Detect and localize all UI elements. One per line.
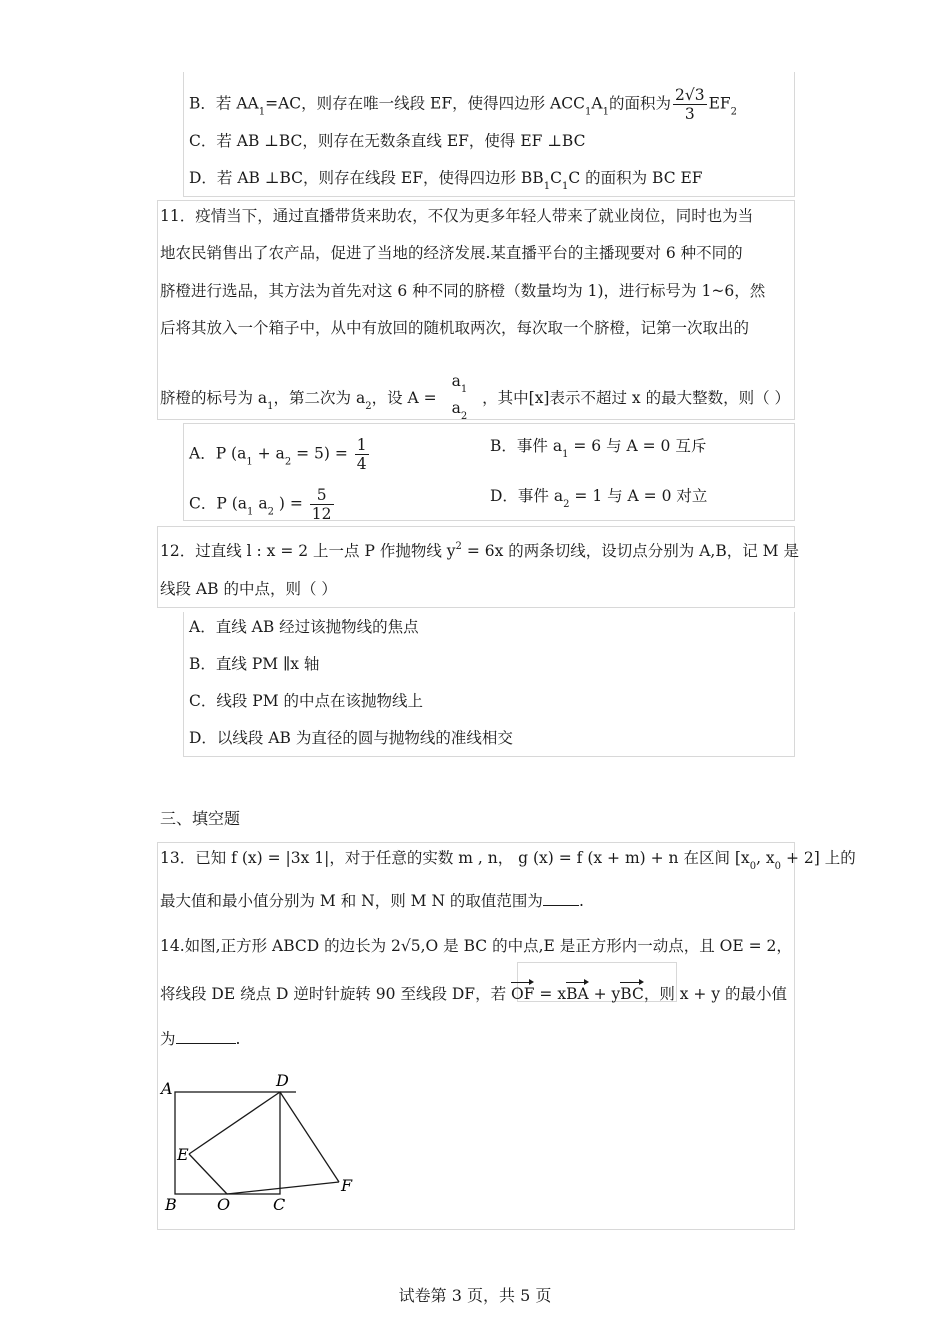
label-o: O xyxy=(217,1195,231,1214)
q12-line-1: 12．过直线 l : x = 2 上一点 P 作抛物线 $y^2 = 6x$ 的两条切线，设切点分别为 A,B，记 M 是 xyxy=(160,541,799,560)
q10-option-b: B．若 $AA_1=AC$，则存在唯一线段 EF，使得四边形 $ACC_1A_1$的面积为 $\frac{2√3}{3}$ $EF_2$ xyxy=(189,86,738,123)
q11-option-d: D．事件 $a_2 = 1$ 与 A = 0 对立 xyxy=(490,487,708,510)
fraction: $\frac{1}{4}$ xyxy=(356,436,367,473)
label-d: D xyxy=(276,1071,289,1090)
q12-option-b: B．直线 PM ∥x 轴 xyxy=(189,655,320,673)
fraction: $a_1$ $a_2$ xyxy=(451,372,468,422)
section-heading: 三、填空题 xyxy=(160,809,241,828)
label-b: B xyxy=(165,1195,177,1214)
q11-line-5: 脐橙的标号为 $a_1$，第二次为 $a_2$，设 A = $a_1$ $a_2$ ，其中[x]表示不超过 x 的最大整数，则（ ） xyxy=(160,372,790,426)
q13-line-1: 13．已知 f (x) = |3x 1|，对于任意的实数 m , n， g (x) = f (x + m) + n 在区间 [$x_0$, $x_0 + 2$] 上的 xyxy=(160,849,856,872)
vector-bc: BC xyxy=(620,985,644,1003)
segment-df xyxy=(280,1092,339,1182)
q11-line-1: 11．疫情当下，通过直播带货来助农，不仅为更多年轻人带来了就业岗位，同时也为当 xyxy=(160,207,754,225)
geometry-figure xyxy=(155,1068,365,1218)
q14-line-1: 14.如图,正方形 ABCD 的边长为 2√5,O 是 BC 的中点,E 是正方形内一动点，且 OE = 2， xyxy=(160,937,792,955)
q11-line-2: 地农民销售出了农产品，促进了当地的经济发展.某直播平台的主播现要对 6 种不同的 xyxy=(160,244,743,262)
fraction: $\frac{5}{12}$ xyxy=(311,486,332,523)
vector-ba: BA xyxy=(566,985,589,1003)
q11-option-c: C．P ($a_1$ $a_2$ ) = $\frac{5}{12}$ xyxy=(189,486,332,523)
vector-of: OF xyxy=(511,985,535,1003)
q12-option-d: D．以线段 AB 为直径的圆与抛物线的准线相交 xyxy=(189,729,513,747)
label-e: E xyxy=(177,1145,189,1164)
label-f: F xyxy=(341,1176,353,1195)
q12-option-c: C．线段 PM 的中点在该抛物线上 xyxy=(189,692,424,710)
q11-line-3: 脐橙进行选品，其方法为首先对这 6 种不同的脐橙（数量均为 1)，进行标号为 1~6，然 xyxy=(160,282,766,300)
q10-option-d: D．若 AB ⊥BC，则存在线段 EF，使得四边形 $BB_1C_1C$ 的面积为 BC EF xyxy=(189,169,703,192)
q11-line-4: 后将其放入一个箱子中，从中有放回的随机取两次，每次取一个脐橙，记第一次取出的 xyxy=(160,319,750,337)
q12-option-a: A．直线 AB 经过该抛物线的焦点 xyxy=(189,618,419,636)
page-footer: 试卷第 3 页，共 5 页 xyxy=(398,1286,552,1305)
q10-option-c: C．若 AB ⊥BC，则存在无数条直线 EF，使得 EF ⊥BC xyxy=(189,132,586,150)
segment-de xyxy=(189,1092,280,1154)
segment-eo xyxy=(189,1154,227,1194)
q14-line-2: 将线段 DE 绕点 D 逆时针旋转 90 至线段 DF，若 OF = xBA + yBC，则 x + y 的最小值 xyxy=(160,985,788,1003)
square-abcd xyxy=(175,1092,280,1194)
label-a: A xyxy=(161,1079,173,1098)
label-c: C xyxy=(273,1195,286,1214)
answer-blank[interactable] xyxy=(176,1029,236,1044)
q11-option-a: A．P $(a_1 + a_2 = 5)$ = $\frac{1}{4}$ xyxy=(189,436,367,473)
segment-of xyxy=(227,1182,339,1194)
q11-option-b: B．事件 $a_1 = 6$ 与 A = 0 互斥 xyxy=(490,437,707,460)
fraction: $\frac{2√3}{3}$ xyxy=(674,86,705,123)
answer-blank[interactable] xyxy=(543,891,579,906)
q14-line-3: 为 . xyxy=(160,1030,241,1048)
q12-line-2: 线段 AB 的中点，则（ ） xyxy=(160,580,337,598)
q13-line-2: 最大值和最小值分别为 M 和 N，则 M N 的取值范围为 . xyxy=(160,892,584,910)
